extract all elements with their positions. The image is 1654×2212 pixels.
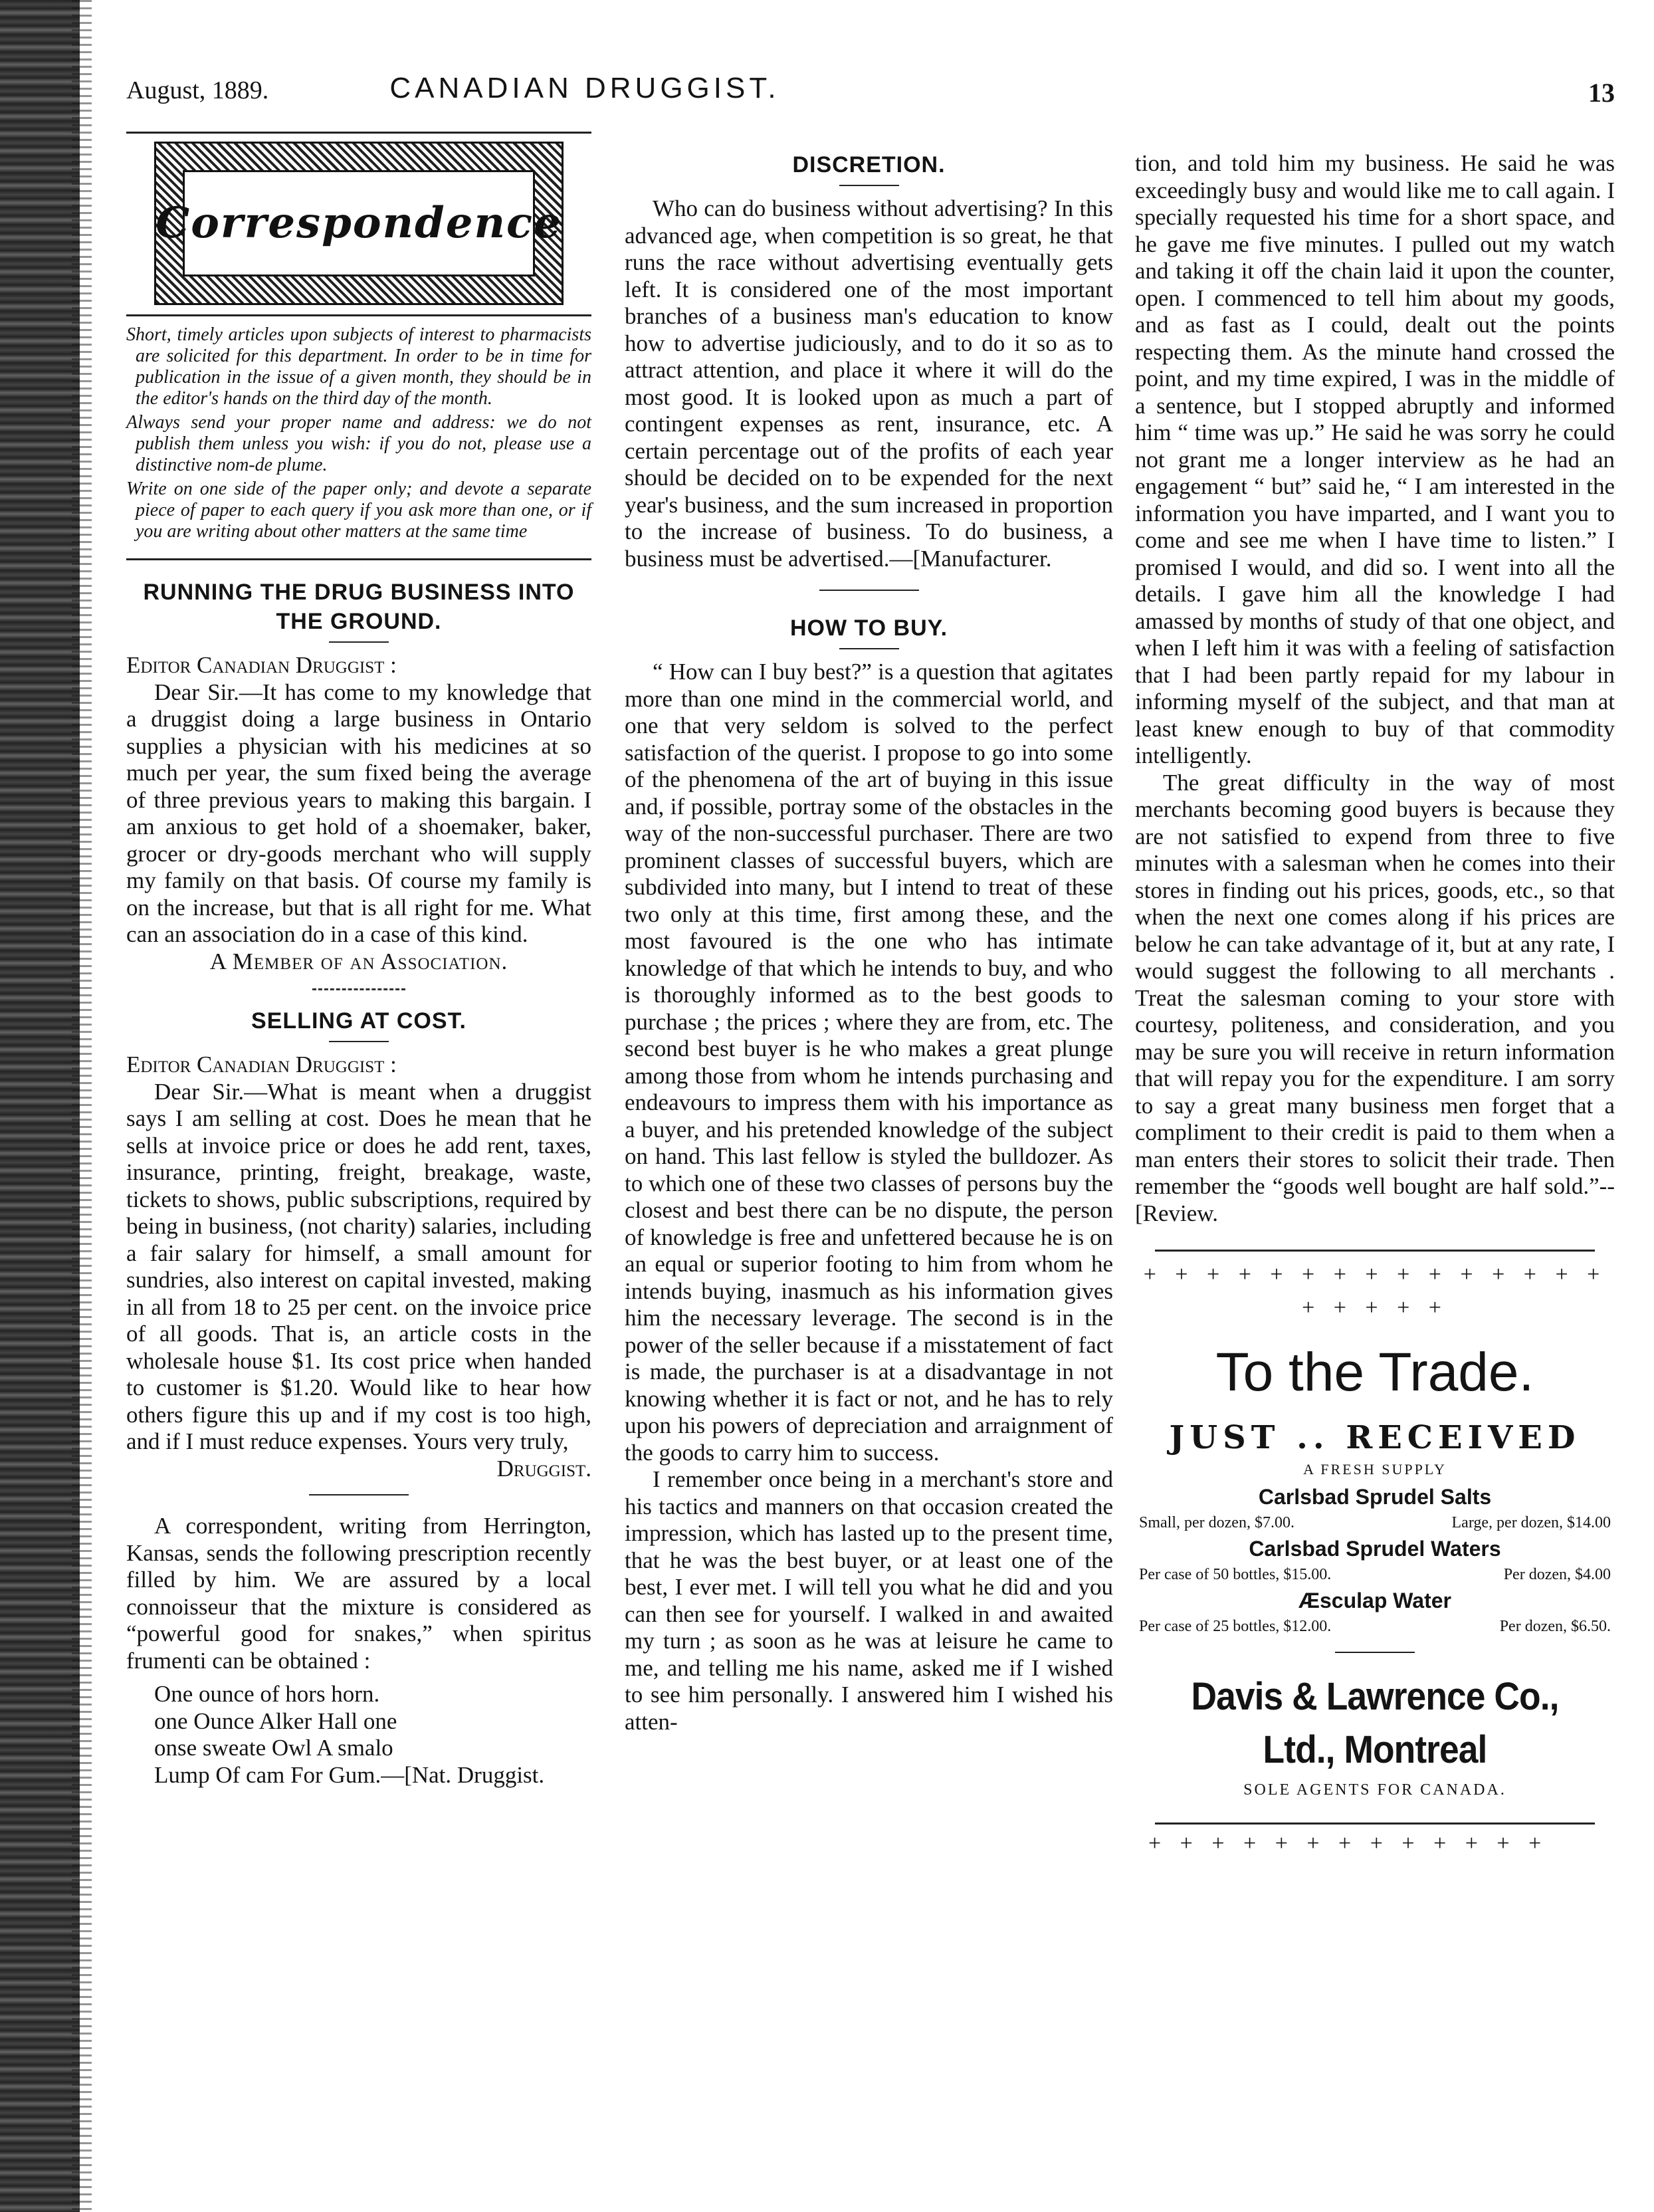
separator (819, 590, 919, 591)
letter-body: Dear Sir.—It has come to my knowledge that a druggist doing a large business in Ontario supplies a physician with his medicines at so much per year, the sum fixed being the average of three previous years to making this bargain. I am anxious to get hold of a shoemaker, baker, grocer or dry-goods merchant who will supply my family on that basis. Of course my family is on the increase, but that is all right for me. What can an association do in a case of this kind. (126, 679, 591, 947)
heading-rule (839, 648, 899, 649)
article-paragraph: tion, and told him my business. He said he was exceedingly busy and would like me to call again. I specially requested his time for a short space, and he gave me five minutes. I pulled out my watch and taking it off the chain laid it upon the counter, open. I commenced to tell him about my goods, and as fast as I could, dealt out the points respecting them. As the minute hand crossed the point, and my time expired, I was in the middle of a sentence, but I stopped abruptly and informed him “ time was up.” He said he was sorry he could not grant me a longer interview as he had an engagement “ but” said he, “ I am interested in the information you have imparted, and I want you to come and see me when I have time to listen.” I promised I would, and did so. I went into all the details. I gave him all the knowledge I had amassed by months of study of that one object, and when I left him it was with a feeling of satisfaction that I had been partly repaid for my labour in informing myself of the subject, and that man at least knew enough to buy of that commodity intelligently. (1135, 150, 1615, 768)
prescription-line: one Ounce Alker Hall one (154, 1708, 397, 1734)
ornament-row: + + + + + + + + + + + + + (1148, 1830, 1548, 1856)
price-left: Per case of 25 bottles, $12.00. (1139, 1618, 1332, 1635)
issue-date: August, 1889. (126, 76, 269, 104)
scanned-binding-edge (0, 0, 80, 2212)
price-right: Per dozen, $6.50. (1499, 1618, 1611, 1635)
article-heading: RUNNING THE DRUG BUSINESS INTO THE GROUND. (143, 580, 575, 634)
newspaper-page (113, 64, 1615, 2177)
page-header (113, 64, 1615, 110)
heading-rule (839, 185, 899, 186)
heading-rule (329, 1041, 389, 1042)
banner-panel (155, 170, 562, 276)
price-right: Per dozen, $4.00 (1503, 1566, 1611, 1583)
banner-word: Correspondence (155, 197, 562, 248)
ad-firm-name: Davis & Lawrence Co., Ltd., Montreal (1191, 1675, 1559, 1771)
article-heading: DISCRETION. (792, 152, 946, 177)
price-left: Per case of 50 bottles, $15.00. (1139, 1566, 1332, 1583)
banner-rule (126, 314, 591, 316)
ad-sole-agents: SOLE AGENTS FOR CANADA. (1243, 1781, 1506, 1799)
ad-separator (1335, 1652, 1415, 1653)
correspondence-note: Always send your proper name and address: we do not publish them unless you wish: if you do not, please use a distinctive nom-de plume. (126, 412, 591, 475)
section-rule (126, 558, 591, 560)
column-left (126, 132, 591, 1789)
salutation: Editor Canadian Druggist : (126, 652, 397, 678)
heading-rule (329, 641, 389, 643)
page-number: 13 (1588, 78, 1615, 108)
ad-product-name: Carlsbad Sprudel Waters (1249, 1537, 1501, 1561)
prescription-line: Lump Of cam For Gum.—[Nat. Druggist. (154, 1761, 545, 1788)
letter-signature: Druggist. (496, 1455, 591, 1482)
prescription-line: onse sweate Owl A smalo (154, 1735, 393, 1761)
article-heading: HOW TO BUY. (789, 615, 948, 641)
advertisement (1135, 1258, 1615, 1860)
ad-product-prices (1135, 1564, 1615, 1585)
correspondence-note: Write on one side of the paper only; and devote a separate piece of paper to each query if you ask more than one, or if you are writing about other matters at the same time (126, 479, 591, 542)
ad-fresh-supply: A FRESH SUPPLY (1303, 1461, 1447, 1478)
article-paragraph: “ How can I buy best?” is a question that agitates more than one mind in the commercial world, and one that very seldom is solved to the perfect satisfaction of the querist. I propose to go into some of the phenomena of the art of buying in this issue and, if possible, portray some of the obstacles in the way of the non-successful purchaser. There are two prominent classes of successful buyers, which are subdivided into many, but I intend to treat of these two only at this time, first among these, and the most favoured is the one who has intimate knowledge of that which he intends to buy, and who is thoroughly informed as to the best goods to purchase ; the prices ; where they are from, etc. The second best buyer is he who makes a great plunge among those from whom he intends purchasing and endeavours to impress them with his importance as a buyer, and his pretended knowledge of the subject on hand. This last fellow is styled the bulldozer. As to which one of these two classes of persons buy the closest and best there can be no dispute, the person of knowledge is free and unfettered because he is on an equal or superior footing to him from whom he intends buying, inasmuch as his information gives him the necessary leverage. The second is in the power of the seller because if a misstatement of fact is made, the purchaser is at a disadvantage in not knowing whether it is fact or not, and he has to rely upon his powers of depreciation and arraignment of the goods to carry him to success. (625, 659, 1113, 1466)
letter-signature: A Member of an Association. (209, 948, 508, 974)
ornament-row: + + + + + + + + + + + + + + + + + + + + (1143, 1262, 1607, 1320)
column-right (1135, 150, 1615, 1860)
ad-product-name: Æsculap Water (1298, 1589, 1451, 1612)
column-middle (625, 150, 1113, 1735)
salutation: Editor Canadian Druggist : (126, 1051, 397, 1077)
ad-rule (1155, 1823, 1595, 1825)
top-rule (126, 132, 591, 134)
ad-title: To the Trade. (1215, 1342, 1534, 1402)
prescription-intro: A correspondent, writing from Herrington, Kansas, sends the following prescription recently filled by him. We are assured by a local connoisseur that the mixture is considered as “powerful good for snakes,” when spiritus frumenti can be obtained : (126, 1513, 591, 1674)
separator (309, 1494, 409, 1495)
article-paragraph: I remember once being in a merchant's store and his tactics and manners on that occasion created the impression, which has lasted up to the present time, that he was the best buyer, or at least one of the best, I ever met. I will tell you what he did and you can then see for yourself. I walked in and awaited my turn ; as soon as he was at leisure he came to me, and telling me his name, asked me if I wished to see him personally. I answered him I wished his atten- (625, 1466, 1113, 1735)
letter-body: Dear Sir.—What is meant when a druggist says I am selling at cost. Does he mean that he sells at invoice price or does he add rent, taxes, insurance, printing, freight, breakage, waste, tickets to shows, public subscriptions, required by being in business, (not charity) salaries, including a fair salary for himself, a small amount for sundries, also interest on capital invested, making in all from 18 to 25 per cent. on the invoice price of all goods. That is, an article costs in the wholesale house $1. Its cost price when handed to customer is $1.20. Would like to hear how others figure this up and if my cost is too high, and if I must reduce expenses. Yours very truly, (126, 1078, 591, 1454)
price-left: Small, per dozen, $7.00. (1139, 1514, 1294, 1531)
article-body: Who can do business without advertising? In this advanced age, when competition is so great, he that runs the race without advertising eventually gets left. It is considered one of the most important branches of a business man's education to know how to advertise judiciously, and to do it so as to attract attention, and place it where it will do the most good. It is looked upon as much a part of contingent expenses as rent, insurance, etc. A certain percentage out of the profits of each year should be decided on to be expended for the next year's business, and the sum increased in proportion to the increase of business. To do business, a business must be advertised.—[Manufacturer. (625, 195, 1113, 572)
separator (312, 988, 405, 990)
ad-product-prices (1135, 1616, 1615, 1637)
correspondence-banner (154, 142, 564, 305)
ad-product-name: Carlsbad Sprudel Salts (1258, 1485, 1492, 1509)
ad-rule (1155, 1250, 1595, 1252)
article-heading: SELLING AT COST. (251, 1008, 466, 1034)
price-right: Large, per dozen, $14.00 (1451, 1514, 1611, 1531)
prescription-lines (126, 1681, 591, 1789)
article-paragraph: The great difficulty in the way of most merchants becoming good buyers is because they are not satisfied to expend from three to five minutes with a salesman when he comes into their stores in finding out his prices, goods, etc., so that when the next one comes along if his prices are below he can take advantage of it, but at any rate, I would suggest the following to all merchants . Treat the salesman coming to your store with courtesy, politeness, and consideration, and you may be sure you will receive in return information that will repay you for the expenditure. I am sorry to say a great many business men forget that a compliment to their credit is paid to them when a man enters their stores to solicit their trade. Then remember the “goods well bought are half sold.”--[Review. (1135, 769, 1615, 1226)
correspondence-note: Short, timely articles upon subjects of interest to pharmacists are solicited for this department. In order to be in time for publication in the issue of a given month, they should be in the editor's hands on the third day of the month. (126, 324, 591, 409)
ad-product-prices (1135, 1512, 1615, 1533)
prescription-line: One ounce of hors horn. (154, 1681, 380, 1707)
publication-title: CANADIAN DRUGGIST. (389, 72, 780, 104)
ad-just-received: JUST .. RECEIVED (1169, 1419, 1581, 1456)
